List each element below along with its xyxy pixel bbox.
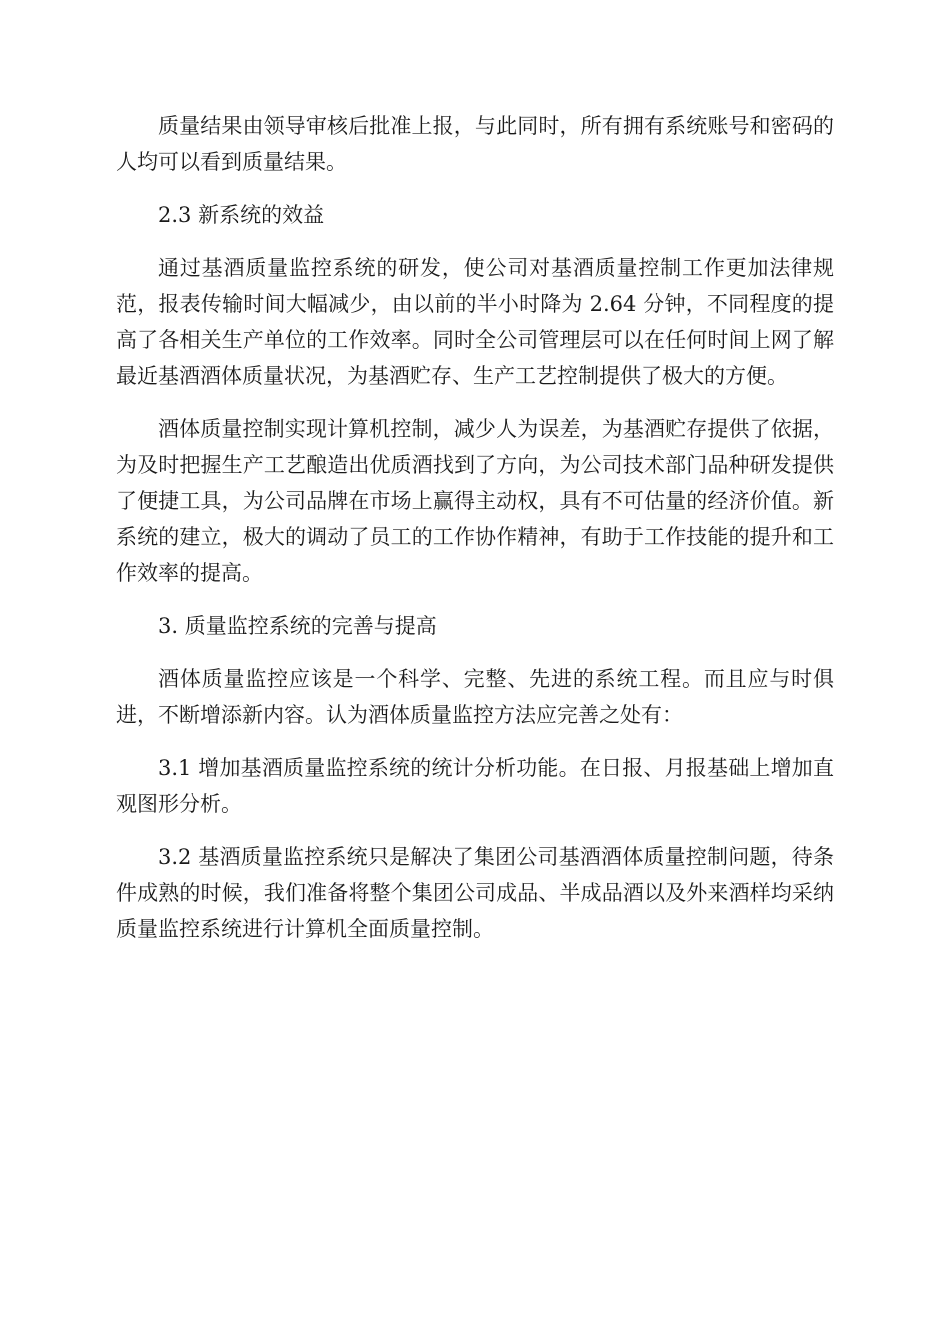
paragraph-system-development: 通过基酒质量监控系统的研发，使公司对基酒质量控制工作更加法律规范，报表传输时间大幅减少，由以前的半小时降为 2.64 分钟，不同程度的提高了各相关生产单位的工作效率。同时全公司管理层可以在任何时间上网了解最近基酒酒体质量状况，为基酒贮存、生产工艺控制提供了极大的方便。 (116, 256, 834, 388)
heading-new-system-benefits: 2.3 新系统的效益 (158, 203, 325, 227)
paragraph-computer-control: 酒体质量控制实现计算机控制，减少人为误差，为基酒贮存提供了依据，为及时把握生产工艺酿造出优质酒找到了方向，为公司技术部门品种研发提供了便捷工具，为公司品牌在市场上赢得主动权，具有不可估量的经济价值。新系统的建立，极大的调动了员工的工作协作精神，有助于工作技能的提升和工作效率的提高。 (116, 417, 834, 585)
heading-system-improvement: 3. 质量监控系统的完善与提高 (158, 614, 437, 638)
document-body (116, 108, 834, 964)
paragraph-statistics-function: 3.1 增加基酒质量监控系统的统计分析功能。在日报、月报基础上增加直观图形分析。 (116, 756, 834, 816)
paragraph-quality-report: 质量结果由领导审核后批准上报，与此同时，所有拥有系统账号和密码的人均可以看到质量结果。 (116, 114, 834, 174)
paragraph-full-quality-control: 3.2 基酒质量监控系统只是解决了集团公司基酒酒体质量控制问题，待条件成熟的时候，我们准备将整个集团公司成品、半成品酒以及外来酒样均采纳质量监控系统进行计算机全面质量控制。 (116, 845, 834, 941)
paragraph-system-engineering: 酒体质量监控应该是一个科学、完整、先进的系统工程。而且应与时俱进，不断增添新内容。认为酒体质量监控方法应完善之处有： (116, 667, 834, 727)
